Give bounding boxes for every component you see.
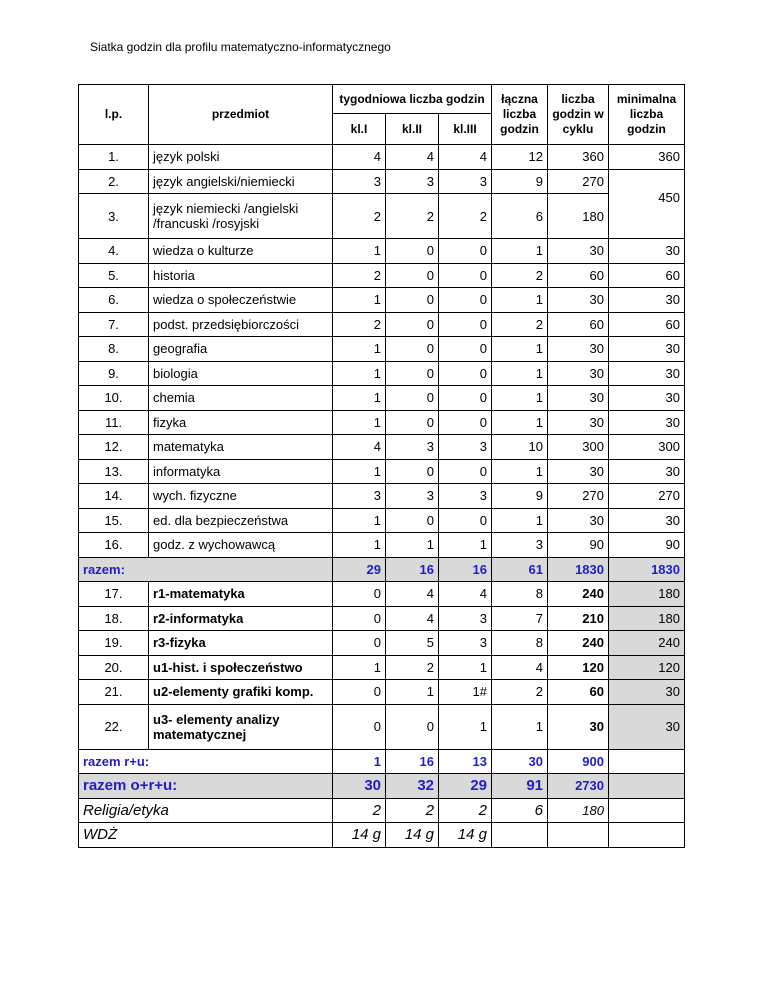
min-cell: 270 <box>609 484 685 509</box>
sum-cell: 1 <box>492 239 548 264</box>
lp-cell: 2. <box>79 169 149 194</box>
k2-cell: 0 <box>386 386 439 411</box>
subject-name: podst. przedsiębiorczości <box>149 312 333 337</box>
razem-row <box>79 557 685 582</box>
cycle-cell: 30 <box>548 704 609 749</box>
k2-cell: 0 <box>386 263 439 288</box>
cycle-cell: 180 <box>548 194 609 239</box>
subject-name: u1-hist. i społeczeństwo <box>149 655 333 680</box>
subject-name: wiedza o kulturze <box>149 239 333 264</box>
wdz-k3: 14 g <box>439 823 492 848</box>
table-row <box>79 533 685 558</box>
sum-cell: 1 <box>492 386 548 411</box>
sum-cell: 10 <box>492 435 548 460</box>
razem-ru-row <box>79 749 685 774</box>
min-cell: 30 <box>609 459 685 484</box>
razem-k2: 16 <box>386 557 439 582</box>
wdz-k2: 14 g <box>386 823 439 848</box>
subject-name: ed. dla bezpieczeństwa <box>149 508 333 533</box>
table-row <box>79 508 685 533</box>
min-cell: 30 <box>609 337 685 362</box>
subject-name: u2-elementy grafiki komp. <box>149 680 333 705</box>
cycle-cell: 30 <box>548 337 609 362</box>
sum-cell: 3 <box>492 533 548 558</box>
lp-cell: 1. <box>79 145 149 170</box>
k2-cell: 5 <box>386 631 439 656</box>
min-cell: 30 <box>609 680 685 705</box>
cycle-cell: 30 <box>548 459 609 484</box>
cycle-cell: 210 <box>548 606 609 631</box>
razem-k1: 29 <box>333 557 386 582</box>
lp-cell: 6. <box>79 288 149 313</box>
k1-cell: 1 <box>333 239 386 264</box>
k3-cell: 4 <box>439 582 492 607</box>
lp-cell: 9. <box>79 361 149 386</box>
header-laczna: łączna liczba godzin <box>492 85 548 145</box>
cycle-cell: 120 <box>548 655 609 680</box>
header-cyklu: liczba godzin w cyklu <box>548 85 609 145</box>
subject-name: wiedza o społeczeństwie <box>149 288 333 313</box>
cycle-cell: 30 <box>548 386 609 411</box>
min-cell: 300 <box>609 435 685 460</box>
k2-cell: 3 <box>386 435 439 460</box>
k1-cell: 1 <box>333 533 386 558</box>
religia-label: Religia/etyka <box>79 798 333 823</box>
k3-cell: 0 <box>439 263 492 288</box>
cycle-cell: 300 <box>548 435 609 460</box>
razem-ru-cycle: 900 <box>548 749 609 774</box>
table-row <box>79 435 685 460</box>
k1-cell: 2 <box>333 312 386 337</box>
k2-cell: 0 <box>386 337 439 362</box>
k3-cell: 0 <box>439 312 492 337</box>
table-row <box>79 704 685 749</box>
religia-row <box>79 798 685 823</box>
cycle-cell: 360 <box>548 145 609 170</box>
k1-cell: 0 <box>333 582 386 607</box>
table-row <box>79 410 685 435</box>
lp-cell: 19. <box>79 631 149 656</box>
sum-cell: 7 <box>492 606 548 631</box>
k3-cell: 0 <box>439 508 492 533</box>
k3-cell: 0 <box>439 410 492 435</box>
k2-cell: 0 <box>386 239 439 264</box>
k2-cell: 2 <box>386 194 439 239</box>
k3-cell: 0 <box>439 337 492 362</box>
cycle-cell: 30 <box>548 239 609 264</box>
sum-cell: 12 <box>492 145 548 170</box>
k3-cell: 0 <box>439 361 492 386</box>
k3-cell: 0 <box>439 239 492 264</box>
lp-cell: 8. <box>79 337 149 362</box>
k1-cell: 1 <box>333 337 386 362</box>
k1-cell: 1 <box>333 459 386 484</box>
table-row <box>79 361 685 386</box>
k2-cell: 0 <box>386 508 439 533</box>
header-minimalna: minimalna liczba godzin <box>609 85 685 145</box>
subject-name: język niemiecki /angielski /francuski /rosyjski <box>149 194 333 239</box>
sum-cell: 1 <box>492 288 548 313</box>
razem-oru-k1: 30 <box>333 774 386 799</box>
religia-k3: 2 <box>439 798 492 823</box>
k2-cell: 0 <box>386 361 439 386</box>
razem-ru-k2: 16 <box>386 749 439 774</box>
sum-cell: 2 <box>492 680 548 705</box>
lp-cell: 18. <box>79 606 149 631</box>
religia-cycle: 180 <box>548 798 609 823</box>
lp-cell: 13. <box>79 459 149 484</box>
k1-cell: 4 <box>333 435 386 460</box>
sum-cell: 9 <box>492 484 548 509</box>
k2-cell: 3 <box>386 484 439 509</box>
empty-cell <box>609 749 685 774</box>
subject-name: chemia <box>149 386 333 411</box>
cycle-cell: 60 <box>548 263 609 288</box>
subject-name: godz. z wychowawcą <box>149 533 333 558</box>
k1-cell: 1 <box>333 410 386 435</box>
religia-k2: 2 <box>386 798 439 823</box>
sum-cell: 2 <box>492 312 548 337</box>
sum-cell: 1 <box>492 361 548 386</box>
razem-k3: 16 <box>439 557 492 582</box>
sum-cell: 6 <box>492 194 548 239</box>
header-przedmiot: przedmiot <box>149 85 333 145</box>
sum-cell: 9 <box>492 169 548 194</box>
k2-cell: 1 <box>386 533 439 558</box>
min-cell: 90 <box>609 533 685 558</box>
subject-name: informatyka <box>149 459 333 484</box>
schedule-table <box>78 84 685 848</box>
k1-cell: 2 <box>333 194 386 239</box>
k1-cell: 2 <box>333 263 386 288</box>
cycle-cell: 240 <box>548 631 609 656</box>
sum-cell: 1 <box>492 337 548 362</box>
razem-sum: 61 <box>492 557 548 582</box>
empty-cell <box>609 798 685 823</box>
cycle-cell: 30 <box>548 361 609 386</box>
k2-cell: 3 <box>386 169 439 194</box>
subject-name: r3-fizyka <box>149 631 333 656</box>
k2-cell: 4 <box>386 582 439 607</box>
razem-oru-label: razem o+r+u: <box>79 774 333 799</box>
razem-oru-k3: 29 <box>439 774 492 799</box>
table-row <box>79 239 685 264</box>
k2-cell: 1 <box>386 680 439 705</box>
k3-cell: 3 <box>439 169 492 194</box>
min-cell: 30 <box>609 704 685 749</box>
k3-cell: 1 <box>439 533 492 558</box>
k1-cell: 0 <box>333 631 386 656</box>
min-cell: 180 <box>609 606 685 631</box>
subject-name: biologia <box>149 361 333 386</box>
page-title: Siatka godzin dla profilu matematyczno-informatycznego <box>90 40 391 54</box>
k3-cell: 3 <box>439 435 492 460</box>
header-lp: l.p. <box>79 85 149 145</box>
razem-ru-label: razem r+u: <box>79 749 333 774</box>
lp-cell: 20. <box>79 655 149 680</box>
sum-cell: 8 <box>492 582 548 607</box>
k1-cell: 4 <box>333 145 386 170</box>
subject-name: geografia <box>149 337 333 362</box>
min-cell: 30 <box>609 410 685 435</box>
subject-name: fizyka <box>149 410 333 435</box>
min-cell: 30 <box>609 239 685 264</box>
subject-name: r2-informatyka <box>149 606 333 631</box>
cycle-cell: 60 <box>548 680 609 705</box>
religia-sum: 6 <box>492 798 548 823</box>
min-cell: 240 <box>609 631 685 656</box>
cycle-cell: 30 <box>548 410 609 435</box>
k2-cell: 0 <box>386 288 439 313</box>
sum-cell: 1 <box>492 410 548 435</box>
razem-ru-k1: 1 <box>333 749 386 774</box>
table-row <box>79 169 685 194</box>
sum-cell: 1 <box>492 459 548 484</box>
lp-cell: 16. <box>79 533 149 558</box>
religia-k1: 2 <box>333 798 386 823</box>
header-kl2: kl.II <box>386 114 439 145</box>
cycle-cell: 90 <box>548 533 609 558</box>
table-row <box>79 386 685 411</box>
k3-cell: 0 <box>439 459 492 484</box>
empty-cell <box>492 823 548 848</box>
lp-cell: 5. <box>79 263 149 288</box>
subject-name: wych. fizyczne <box>149 484 333 509</box>
k3-cell: 1# <box>439 680 492 705</box>
header-kl1: kl.I <box>333 114 386 145</box>
k1-cell: 1 <box>333 386 386 411</box>
k1-cell: 3 <box>333 169 386 194</box>
table-row <box>79 145 685 170</box>
razem-label: razem: <box>79 557 333 582</box>
cycle-cell: 60 <box>548 312 609 337</box>
table-row <box>79 312 685 337</box>
min-cell: 180 <box>609 582 685 607</box>
k1-cell: 1 <box>333 508 386 533</box>
wdz-label: WDŻ <box>79 823 333 848</box>
k1-cell: 0 <box>333 606 386 631</box>
k1-cell: 0 <box>333 680 386 705</box>
table-row <box>79 484 685 509</box>
lp-cell: 10. <box>79 386 149 411</box>
min-cell: 30 <box>609 361 685 386</box>
header-tygodniowa: tygodniowa liczba godzin <box>333 85 492 114</box>
sum-cell: 4 <box>492 655 548 680</box>
lp-cell: 12. <box>79 435 149 460</box>
k1-cell: 1 <box>333 361 386 386</box>
header-kl3: kl.III <box>439 114 492 145</box>
cycle-cell: 240 <box>548 582 609 607</box>
subject-name: r1-matematyka <box>149 582 333 607</box>
table-row <box>79 680 685 705</box>
k3-cell: 0 <box>439 386 492 411</box>
min-cell: 120 <box>609 655 685 680</box>
lp-cell: 17. <box>79 582 149 607</box>
header-row <box>79 85 685 114</box>
min-cell: 30 <box>609 288 685 313</box>
table-row <box>79 459 685 484</box>
sum-cell: 8 <box>492 631 548 656</box>
lp-cell: 22. <box>79 704 149 749</box>
k3-cell: 1 <box>439 704 492 749</box>
k2-cell: 0 <box>386 312 439 337</box>
k3-cell: 3 <box>439 606 492 631</box>
table-row <box>79 263 685 288</box>
table-row <box>79 194 685 239</box>
empty-cell <box>609 823 685 848</box>
cycle-cell: 30 <box>548 288 609 313</box>
k3-cell: 0 <box>439 288 492 313</box>
razem-cycle: 1830 <box>548 557 609 582</box>
cycle-cell: 30 <box>548 508 609 533</box>
k2-cell: 0 <box>386 410 439 435</box>
min-cell: 60 <box>609 263 685 288</box>
lp-cell: 11. <box>79 410 149 435</box>
k2-cell: 0 <box>386 459 439 484</box>
min-cell: 60 <box>609 312 685 337</box>
min-cell: 450 <box>609 169 685 239</box>
k3-cell: 1 <box>439 655 492 680</box>
razem-oru-k2: 32 <box>386 774 439 799</box>
lp-cell: 7. <box>79 312 149 337</box>
subject-name: historia <box>149 263 333 288</box>
subject-name: język polski <box>149 145 333 170</box>
table-row <box>79 606 685 631</box>
razem-ru-sum: 30 <box>492 749 548 774</box>
subject-name: język angielski/niemiecki <box>149 169 333 194</box>
k2-cell: 0 <box>386 704 439 749</box>
wdz-row <box>79 823 685 848</box>
lp-cell: 15. <box>79 508 149 533</box>
lp-cell: 3. <box>79 194 149 239</box>
razem-ru-k3: 13 <box>439 749 492 774</box>
k1-cell: 1 <box>333 655 386 680</box>
k2-cell: 4 <box>386 145 439 170</box>
min-cell: 360 <box>609 145 685 170</box>
sum-cell: 1 <box>492 508 548 533</box>
razem-oru-cycle: 2730 <box>548 774 609 799</box>
table-row <box>79 337 685 362</box>
cycle-cell: 270 <box>548 169 609 194</box>
empty-cell <box>609 774 685 799</box>
k3-cell: 4 <box>439 145 492 170</box>
razem-oru-row <box>79 774 685 799</box>
k1-cell: 1 <box>333 288 386 313</box>
lp-cell: 21. <box>79 680 149 705</box>
table-row <box>79 631 685 656</box>
sum-cell: 2 <box>492 263 548 288</box>
lp-cell: 14. <box>79 484 149 509</box>
table-row <box>79 582 685 607</box>
subject-name: matematyka <box>149 435 333 460</box>
wdz-k1: 14 g <box>333 823 386 848</box>
subject-name: u3- elementy analizy matematycznej <box>149 704 333 749</box>
lp-cell: 4. <box>79 239 149 264</box>
k2-cell: 2 <box>386 655 439 680</box>
k3-cell: 3 <box>439 631 492 656</box>
sum-cell: 1 <box>492 704 548 749</box>
k3-cell: 2 <box>439 194 492 239</box>
k3-cell: 3 <box>439 484 492 509</box>
table-row <box>79 288 685 313</box>
razem-min: 1830 <box>609 557 685 582</box>
empty-cell <box>548 823 609 848</box>
cycle-cell: 270 <box>548 484 609 509</box>
k1-cell: 3 <box>333 484 386 509</box>
k1-cell: 0 <box>333 704 386 749</box>
k2-cell: 4 <box>386 606 439 631</box>
min-cell: 30 <box>609 386 685 411</box>
razem-oru-sum: 91 <box>492 774 548 799</box>
min-cell: 30 <box>609 508 685 533</box>
table-row <box>79 655 685 680</box>
